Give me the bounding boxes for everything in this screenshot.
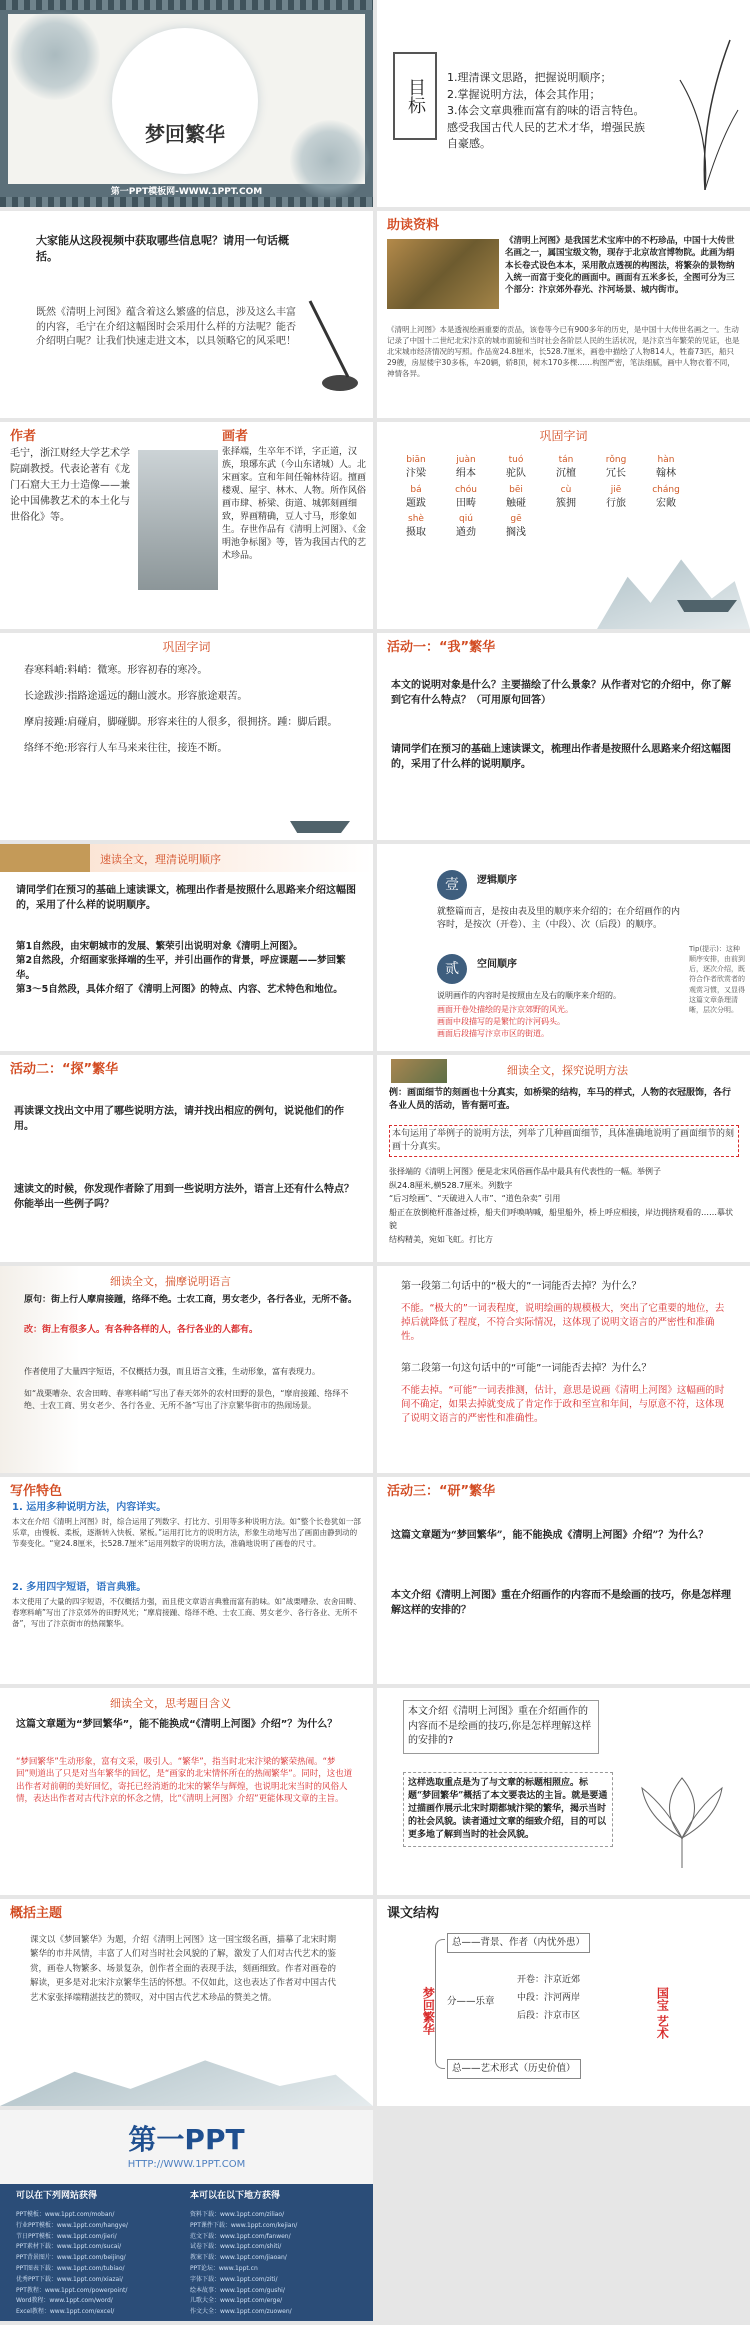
structure-sub: 后段：汴京市区 [517, 2011, 581, 2021]
pinyin: bēi [509, 484, 523, 495]
goal-item: 1.理清课文思路，把握说明顺序； [447, 71, 612, 84]
activity1-label: 活动一：“我”繁华 [387, 640, 496, 655]
author-label: 作者 [10, 429, 37, 444]
methods-example: 例：画面细节的刻画也十分真实，如桥梁的结构，车马的样式，人物的衣冠服饰，各行各业人员的活动，皆有据可查。 [389, 1088, 732, 1112]
word: 田畴 [456, 497, 476, 509]
word: 题跋 [406, 497, 426, 509]
resource-link[interactable]: 儿歌大全：www.1ppt.com/erge/ [190, 2297, 283, 2305]
slide-order-types [377, 844, 750, 1051]
structure-sub: 中段：汴河两岸 [517, 1993, 581, 2003]
arrangement-answer: 这样选取重点是为了与文章的标题相照应。标题“梦回繁华”概括了本文要表达的主旨。就是要通过描画作展示北宋时期都城汴梁的繁华，揭示当时的社会风貌。读者通过文章的细致介绍，目的可以更多地了解到当时的社会风貌。 [403, 1772, 613, 1847]
resource-link[interactable]: PPT背景图片：www.1ppt.com/beijing/ [16, 2254, 126, 2262]
analysis-a1: 不能。“极大的”一词表程度，说明绘画的规模极大，突出了它重要的地位，去掉后就降低了程度，不符合实际情况，这体现了说明文语言的严密性和准确性。 [401, 1303, 725, 1342]
slide-title [0, 0, 373, 207]
slide-methods [377, 1055, 750, 1262]
resource-link[interactable]: PPT教程：www.1ppt.com/powerpoint/ [16, 2286, 128, 2294]
resource-link[interactable]: 作文大全：www.1ppt.com/zuowen/ [190, 2308, 292, 2316]
title-text: 梦回繁华 [145, 122, 225, 146]
analysis-a2: 不能去掉。“可能”一词表推测，估计，意思是说画《清明上河图》这幅画的时间不确定，如果去掉就变成了肯定作于政和至宣和年间，与原意不符，这体现了说明文语言的严密性和准确性。 [401, 1385, 725, 1424]
title-circle [112, 28, 258, 174]
slide-writing [0, 1477, 373, 1684]
number-badge: 壹 [437, 870, 467, 900]
language-rewrite: 改：街上有很多人。有各种各样的人，各行各业的人都有。 [24, 1325, 259, 1335]
goal-item: 3.体会文章典雅而富有韵味的语言特色。感受我国古代人民的艺术才华，增强民族自豪感。 [447, 104, 645, 150]
word: 遒劲 [456, 527, 476, 539]
analysis-q2: 第二段第一句这句话中的“可能”一词能否去掉？为什么？ [401, 1363, 652, 1374]
structure-end: 国宝 艺术 [655, 1987, 670, 2040]
reference-detail: 《清明上河图》本是透视绘画重要的贡品，该卷等今已有900多年的历史，是中国十大传世名画之一。生动记录了中国十二世纪北宋汴京的城市面貌和当时社会各阶层人民的生活状况，是汴京当年繁荣的见证，也是北宋城市经济情况的写照。作品宽24.8厘米，长528.7厘米，画卷中描绘了人物814人，牲畜73匹，船只29艘，房屋楼宇30多栋，车20辆，轿8顶，树木170多棵……构图严密，笔法细腻，画中人物衣着不同，神情各异。 [387, 325, 740, 378]
slide-order [0, 844, 373, 1051]
space-bullet: 画面后段描写汴京市区的街道。 [437, 1029, 549, 1038]
pinyin: hàn [657, 455, 675, 465]
pinyin: juàn [456, 455, 476, 465]
word: 簇拥 [556, 497, 576, 509]
banner-image [391, 1059, 447, 1083]
paragraph-text: 既然《清明上河图》蕴含着这么繁盛的信息，涉及这么丰富的内容，毛宁在介绍这幅图时会采用什么样的方法呢？能否介绍明白呢？让我们快速走进文本，以具领略它的风采吧！ [36, 307, 296, 347]
slide-language [0, 1266, 373, 1473]
method-line: 纵24.8厘米,横528.7厘米。列数字 [389, 1180, 513, 1190]
slide-theme [0, 1899, 373, 2106]
language-title: 细读全文，揣摩说明语言 [110, 1275, 231, 1288]
order-paragraph: 第3～5自然段，具体介绍了《清明上河图》的特点、内容、艺术特色和地位。 [16, 983, 343, 995]
structure-sub: 开卷：汴京近郊 [517, 1975, 581, 1985]
language-quote: 原句：街上行人摩肩接踵，络绎不绝。士农工商，男女老少，各行各业，无所不备。 [24, 1295, 358, 1305]
space-bullet: 画面中段描写的是繁忙的汴河码头。 [437, 1017, 565, 1026]
slide-words-analysis [377, 1266, 750, 1473]
reference-intro: 《清明上河图》是我国艺术宝库中的不朽珍品，中国十大传世名画之一，属国宝级文物，现存于北京故宫博物院。此画为绢本长卷式设色本本，采用散点透视的构图法，将繁杂的景物纳入统一而富于变化的画面中。画面有五米多长，全图可分为三个部分：汴京郊外春光、汴河场景、城内街市。 [505, 236, 735, 296]
writing-p1: 本文在介绍《清明上河图》时，综合运用了列数字、打比方、引用等多种说明方法。如“整个长卷犹如一部乐章，由慢板、柔板，逐渐转入快板、紧板。”运用打比方的说明方法，形象生动地写出了画面由静到动的节奏变化。“宽24.8厘米，长528.7厘米”运用列数字的说明方法，准确地说明了画卷的尺寸。 [12, 1517, 361, 1548]
logic-heading: 逻辑顺序 [477, 875, 517, 886]
logo-text: 第一PPT [128, 2123, 245, 2156]
resource-link[interactable]: Word教程：www.1ppt.com/word/ [16, 2297, 113, 2305]
word: 行旅 [606, 497, 626, 509]
resource-link[interactable]: 节日PPT模板：www.1ppt.com/jieri/ [16, 2232, 117, 2240]
activity2-question2: 速读文的时候，你发现作者除了用到一些说明方法外，语言上还有什么特点？你能举出一些例子吗？ [14, 1184, 354, 1210]
activity1-question: 本文的说明对象是什么？主要描绘了什么景象？从作者对它的介绍中，你了解到它有什么特点？（可用原句回答） [391, 680, 731, 706]
slide-author [0, 422, 373, 629]
logic-text: 就整篇而言，是按由表及里的顺序来介绍的；在介绍画作的内容时，是按次（开卷）、主（中段）、次（后段）的顺序。 [437, 907, 681, 931]
pinyin: cù [560, 484, 572, 495]
structure-node: 分——乐章 [447, 1996, 495, 2007]
brush-illustration [300, 291, 360, 401]
activity1-task: 请同学们在预习的基础上速读课文，梳理出作者是按照什么思路来介绍这幅图的，采用了什么样的说明顺序。 [391, 744, 731, 770]
resource-link[interactable]: PPT课件下载：www.1ppt.com/kejian/ [190, 2221, 298, 2229]
word: 驼队 [506, 468, 526, 480]
slide-activity2 [0, 1055, 373, 1262]
slide-structure [377, 1899, 750, 2106]
pinyin: cháng [652, 484, 680, 495]
structure-node: 总——艺术形式（历史价值） [447, 2059, 581, 2079]
brace [435, 1939, 445, 2069]
method-line: 结构精美，宛如飞虹。打比方 [389, 1234, 493, 1244]
word-grid [391, 454, 691, 541]
pinyin: bá [410, 484, 422, 495]
writing-p2: 本文使用了大量的四字短语，不仅概括力强，而且使文章语言典雅而富有韵味。如“战栗嘈杂、农舍田畴、春寒料峭”写出了汴京郊外的田野风光；“摩肩接踵、络绎不绝、士农工商、男女老少、各行各业、无所不备”，写出了汴京街市的热闹繁华。 [12, 1597, 361, 1628]
words-title: 巩固字词 [539, 429, 588, 443]
word: 摄取 [406, 527, 426, 539]
activity3-q2: 本文介绍《清明上河图》重在介绍画作的内容而不是绘画的技巧，你是怎样理解这样的安排的？ [391, 1590, 731, 1616]
methods-highlight: 本句运用了举例子的说明方法，列举了几种画面细节，具体准确地说明了画面细节的刻画十分真实。 [389, 1125, 739, 1157]
method-line: 张择端的《清明上河图》便是北宋风俗画作品中最具有代表性的一幅。举例子 [389, 1167, 661, 1176]
resource-link[interactable]: 教案下载：www.1ppt.com/jiaoan/ [190, 2254, 287, 2262]
logo-url: HTTP://WWW.1PPT.COM [127, 2159, 246, 2170]
activity3-label: 活动三：“研”繁华 [387, 1484, 496, 1499]
writing-h1: 1. 运用多种说明方法，内容详实。 [12, 1502, 167, 1513]
method-line: 船正在放倒桅杆准备过桥，船夫们呼唤呐喊，船里船外，桥上呼应相接，岸边拥挤观看的……摹状貌 [389, 1207, 733, 1231]
order-question: 请同学们在预习的基础上速读课文，梳理出作者是按照什么思路来介绍这幅图的，采用了什么样的说明顺序。 [16, 885, 356, 911]
word: 汴梁 [406, 468, 426, 480]
pinyin: tán [558, 455, 574, 465]
arrangement-question: 本文介绍《清明上河图》重在介绍画作的内容而不是绘画的技巧,你是怎样理解这样的安排的? [403, 1700, 599, 1754]
pinyin: tuó [508, 455, 524, 465]
writing-label: 写作特色 [10, 1484, 63, 1499]
space-heading: 空间顺序 [477, 959, 517, 970]
pinyin: chóu [455, 484, 477, 495]
idioms-title: 巩固字词 [162, 640, 211, 654]
method-line: “后习绘画”、“天破进入人市”、“道色杂卖” 引用 [389, 1194, 561, 1204]
word: 触碰 [506, 497, 526, 509]
idiom-item: 络绎不绝:形容行人车马来来往往，接连不断。 [24, 743, 228, 754]
tip-text: Tip(提示)：这种顺序安排，由前到后，逐次介绍，既符合作者欣赏者的观赏习惯，又显得这篇文章条理清晰，层次分明。 [689, 945, 745, 1014]
idiom-item: 摩肩接踵:肩碰肩，脚碰脚。形容来往的人很多，很拥挤。踵：脚后跟。 [24, 717, 338, 728]
meaning-answer: “梦回繁华”生动形象，富有文采，吸引人。“繁华”，指当时北宋汴梁的繁荣热闹。“梦回”则道出了只是对当年繁华的回忆，是“画家的北宋情怀所在的热闹繁华”。同时，这也道出作者对前朝的美好回忆，寄托已经消逝的北宋的繁华与辉煌，也说明北宋当时的风俗人情，表达出作者对古代汴京的怀念之情，比“《清明上河图》介绍”更能体现文章的主旨。 [16, 1757, 353, 1804]
slide-words [377, 422, 750, 629]
slide-arrangement [377, 1688, 750, 1895]
language-more: 如“战栗嘈杂、农舍田畴、春寒料峭”写出了春天郊外的农村田野的景色，“摩肩接踵、络绎不绝、士农工商、男女老少、各行各业、无所不备”写出了汴京繁华街市的热闹场景。 [24, 1389, 349, 1410]
footer-text: 第一PPT模板网-WWW.1PPT.COM [110, 187, 263, 197]
theme-label: 概括主题 [10, 1906, 63, 1921]
order-title: 速读全文，理清说明顺序 [100, 853, 221, 866]
slide-footer [0, 2110, 373, 2321]
resource-link[interactable]: Excel教程：www.1ppt.com/excel/ [16, 2308, 115, 2316]
resource-link[interactable]: 试卷下载：www.1ppt.com/shiti/ [190, 2243, 282, 2251]
pinyin: rǒng [605, 455, 627, 465]
language-paragraph: 作者使用了大量四字短语，不仅概括力强，而且语言文雅，生动形象，富有表现力。 [24, 1367, 320, 1376]
resource-link[interactable]: PPT图表下载：www.1ppt.com/tubiao/ [16, 2264, 125, 2272]
slide-idioms [0, 633, 373, 840]
word: 宏敞 [656, 497, 676, 509]
border-pattern [0, 0, 373, 10]
space-text: 说明画作的内容时是按照由左及右的顺序来介绍的。 [437, 991, 621, 1000]
author-text: 毛宁，浙江财经大学艺术学院副教授。代表论著有《龙门石窟大王力士造像——兼论中国佛教艺术的本土化与世俗化》等。 [10, 448, 130, 523]
word: 沉檀 [556, 468, 576, 480]
painter-label: 画者 [222, 429, 249, 444]
orchid-illustration [670, 20, 740, 190]
word: 冗长 [606, 468, 626, 480]
activity2-label: 活动二：“探”繁华 [10, 1062, 119, 1077]
resource-link[interactable]: 行业PPT模板：www.1ppt.com/hangye/ [16, 2221, 128, 2229]
painting-image [387, 239, 499, 309]
slide-activity3 [377, 1477, 750, 1684]
structure-node: 总——背景、作者（内忧外患） [447, 1933, 590, 1953]
resource-link[interactable]: 范文下载：www.1ppt.com/fanwen/ [190, 2232, 291, 2240]
slide-activity1 [377, 633, 750, 840]
goal-item: 2.掌握说明方法，体会其作用； [447, 87, 601, 101]
slide-video-question [0, 211, 373, 418]
writing-h2: 2. 多用四字短语，语言典雅。 [12, 1582, 147, 1593]
word: 绢本 [456, 468, 476, 480]
statue-image [138, 450, 218, 590]
idiom-item: 长途跋涉:指路途遥远的翻山渡水。形容旅途艰苦。 [24, 691, 248, 702]
resource-link[interactable]: 字体下载：www.1ppt.com/ziti/ [190, 2275, 278, 2283]
resource-link[interactable]: PPT模板：www.1ppt.com/moban/ [16, 2211, 115, 2218]
number-badge: 贰 [437, 954, 467, 984]
idiom-item: 春寒料峭:料峭：微寒。形容初春的寒冷。 [24, 665, 208, 676]
analysis-q1: 第一段第二句话中的“极大的”一词能否去掉？为什么？ [401, 1281, 642, 1292]
slide-reference [377, 211, 750, 418]
word: 搁浅 [506, 527, 526, 539]
goals-badge: 目标 [393, 52, 437, 140]
pinyin: shè [408, 514, 424, 525]
right-title: 本可以在以下地方获得 [190, 2191, 281, 2201]
slide-title-meaning [0, 1688, 373, 1895]
meaning-question: 这篇文章题为“梦回繁华”，能不能换成“《清明上河图》介绍”？为什么？ [16, 1719, 338, 1730]
structure-root: 梦回繁华 [421, 1987, 436, 2035]
left-title: 可以在下列网站获得 [16, 2191, 98, 2201]
word: 翰林 [656, 468, 676, 480]
structure-title: 课文结构 [387, 1906, 440, 1921]
lotus-illustration [627, 1748, 737, 1868]
pinyin: biān [406, 455, 426, 465]
resource-link[interactable]: PPT素材下载：www.1ppt.com/sucai/ [16, 2243, 122, 2251]
painter-text: 张择端，生卒年不详，字正道，汉族，琅琊东武（今山东诸城）人。北宋画家。宣和年间任翰林待诏。擅画楼观、屋宇、林木、人物。所作风俗画市肆、桥梁、街道、城郭刻画细致，界画精确，豆人寸马，形象如生。存世作品有《清明上河图》、《金明池争标图》等，皆为我国古代的艺术珍品。 [222, 447, 367, 562]
question-text: 大家能从这段视频中获取哪些信息呢？请用一句话概括。 [36, 234, 289, 263]
order-paragraph: 第1自然段，由宋朝城市的发展、繁荣引出说明对象《清明上河图》。 [16, 941, 303, 952]
pinyin: gē [510, 514, 522, 525]
resource-link[interactable]: 资料下载：www.1ppt.com/ziliao/ [190, 2211, 285, 2218]
space-bullet: 画面开卷处描绘的是汴京郊野的风光。 [437, 1005, 573, 1014]
resource-link[interactable]: PPT论坛：www.1ppt.cn [190, 2264, 258, 2272]
activity2-question: 再读课文找出文中用了哪些说明方法，请并找出相应的例句，说说他们的作用。 [14, 1106, 344, 1132]
slide-goals [377, 0, 750, 207]
methods-title: 细读全文，探究说明方法 [507, 1064, 628, 1077]
theme-paragraph: 课文以《梦回繁华》为题，介绍《清明上河图》这一国宝级名画，描摹了北宋时期繁华的市井风情，丰富了人们对当时社会风貌的了解，激发了人们对古代艺术的鉴赏，画卷人物繁多、场景复杂，创作者全面的表现手法，刻画细致。作者对画卷的解读，更多是对北宋汴京繁华生活的怀想。不仅如此，这也表达了作者对中国古代艺术家张择端精湛技艺的赞叹，对中国古代艺术珍品的赞美之情。 [30, 1935, 337, 2003]
resource-link[interactable]: 优秀PPT下载：www.1ppt.com/xiazai/ [16, 2275, 123, 2283]
activity3-q1: 这篇文章题为“梦回繁华”，能不能换成《清明上河图》介绍”？为什么？ [391, 1530, 709, 1541]
order-paragraph: 第2自然段，介绍画家张择端的生平，并引出画作的背景，呼应课题——梦回繁华。 [16, 955, 346, 981]
reference-label: 助读资料 [387, 218, 440, 233]
resource-link[interactable]: 绘本故事：www.1ppt.com/gushi/ [190, 2286, 285, 2294]
meaning-title: 细读全文，思考题目含义 [110, 1697, 231, 1710]
pinyin: jiē [610, 484, 622, 495]
pinyin: qiú [459, 514, 473, 525]
